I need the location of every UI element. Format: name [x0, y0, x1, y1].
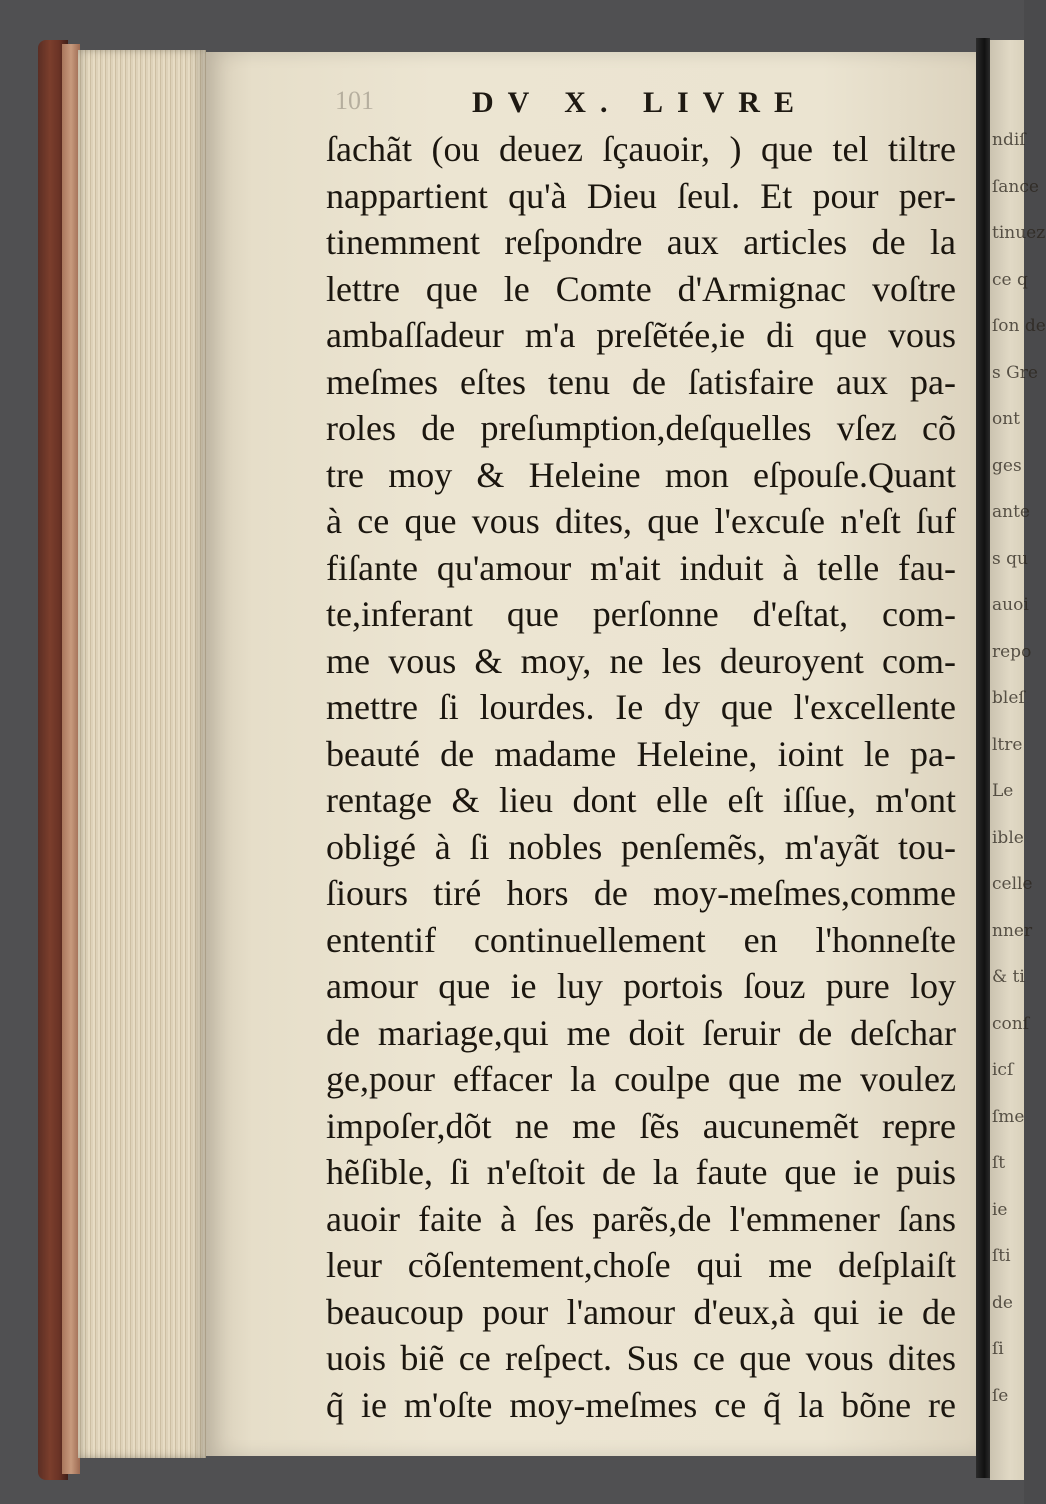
running-head: DV X. LIVRE [472, 86, 808, 119]
facing-page-line-fragment: celle [992, 874, 1033, 894]
facing-page-line-fragment: tinuez [992, 223, 1046, 243]
text-line: à ce que vous dites, que l'excuſe n'eſt ſuf [326, 501, 956, 541]
facing-page-line-fragment: nner [992, 920, 1033, 941]
text-line: ambaſſadeur m'a preſẽtée,ie di que vous [326, 315, 956, 355]
facing-page-line-fragment: ſe [992, 1385, 1009, 1406]
text-line: hẽſible, ſi n'eſtoit de la faute que ie puis [326, 1152, 956, 1192]
text-line: me vous & moy, ne les deuroyent com- [326, 640, 956, 681]
facing-page-line-fragment: Le [992, 781, 1014, 801]
text-line: uois biẽ ce reſpect. Sus ce que vous dites [326, 1338, 956, 1378]
text-line: ge,pour effacer la coulpe que me voulez [326, 1059, 956, 1099]
facing-page-line-fragment: s Gre [992, 362, 1038, 383]
text-line: fiſante qu'amour m'ait induit à telle fau- [326, 547, 956, 588]
text-line: ententif continuellement en l'honneſte [326, 919, 956, 960]
text-line: de mariage,qui me doit ſeruir de deſchar [326, 1012, 956, 1053]
facing-page-line-fragment: ſon de [992, 316, 1046, 336]
text-line: te,inferant que perſonne d'eſtat, com- [326, 594, 956, 634]
facing-page-line-fragment: ſt [992, 1153, 1006, 1173]
text-line: obligé à ſi nobles penſemẽs, m'ayãt tou- [326, 826, 956, 867]
facing-page-line-fragment: ante [992, 502, 1030, 522]
facing-page-line-fragment: ont [992, 409, 1021, 429]
facing-page-line-fragment: ible [992, 827, 1024, 848]
facing-page-line-fragment: icſ [992, 1060, 1014, 1080]
body-text [326, 126, 956, 1428]
text-line: ſachãt (ou deuez ſçauoir, ) que tel tiltre [326, 129, 956, 169]
facing-page-line-fragment: ce q [992, 269, 1028, 290]
binding-gutter [976, 38, 990, 1478]
facing-page-line-fragment: ndiſ [992, 130, 1026, 150]
page-fore-edge-stack [78, 50, 206, 1458]
text-line: nappartient qu'à Dieu ſeul. Et pour per- [326, 175, 956, 216]
text-line: mettre ſi lourdes. Ie dy que l'excellente [326, 687, 956, 727]
text-line: beauté de madame Heleine, ioint le pa- [326, 733, 956, 774]
facing-page-line-fragment: ſance [992, 176, 1039, 197]
facing-page-line-fragment: s qu [992, 548, 1028, 569]
facing-page-line-fragment: ſti [992, 1246, 1011, 1266]
text-line: beaucoup pour l'amour d'eux,à qui ie de [326, 1291, 956, 1332]
facing-page-line-fragment: repo [992, 641, 1032, 662]
text-line: tinemment reſpondre aux articles de la [326, 222, 956, 262]
facing-page-line-fragment: ltre [992, 734, 1023, 755]
facing-page-line-fragment: ie [992, 1199, 1008, 1220]
facing-page-edge [990, 40, 1046, 1480]
facing-page-line-fragment: conſ [992, 1013, 1029, 1034]
text-line: lettre que le Comte d'Armignac voſtre [326, 268, 956, 309]
text-line: q̃ ie m'oſte moy-meſmes ce q̃ la bõne re [326, 1384, 956, 1425]
facing-page-line-fragment: de [992, 1292, 1013, 1313]
folio-number: 101 [335, 86, 374, 115]
text-line: meſmes eſtes tenu de ſatisfaire aux pa- [326, 361, 956, 402]
facing-page-line-fragment: bleſ [992, 688, 1025, 708]
text-line: auoir faite à ſes parẽs,de l'emmener ſans [326, 1198, 956, 1239]
facing-page-line-fragment: ges [992, 455, 1022, 476]
text-line: impoſer,dõt ne me ſẽs aucunemẽt repre [326, 1105, 956, 1146]
text-line: leur cõſentement,choſe qui me deſplaiſt [326, 1245, 956, 1285]
text-line: tre moy & Heleine mon eſpouſe.Quant [326, 454, 956, 495]
facing-page-line-fragment: auoi [992, 595, 1029, 615]
text-line: amour que ie luy portois ſouz pure loy [326, 966, 956, 1006]
text-line: roles de preſumption,deſquelles vſez cõ [326, 408, 956, 448]
facing-page-line-fragment: ſi [992, 1339, 1004, 1359]
text-line: rentage & lieu dont elle eſt iſſue, m'ont [326, 780, 956, 820]
facing-page-line-fragment: ſme [992, 1106, 1025, 1127]
text-line: ſiours tiré hors de moy-meſmes,comme [326, 873, 956, 913]
facing-page-line-fragment: & ti [992, 967, 1025, 987]
